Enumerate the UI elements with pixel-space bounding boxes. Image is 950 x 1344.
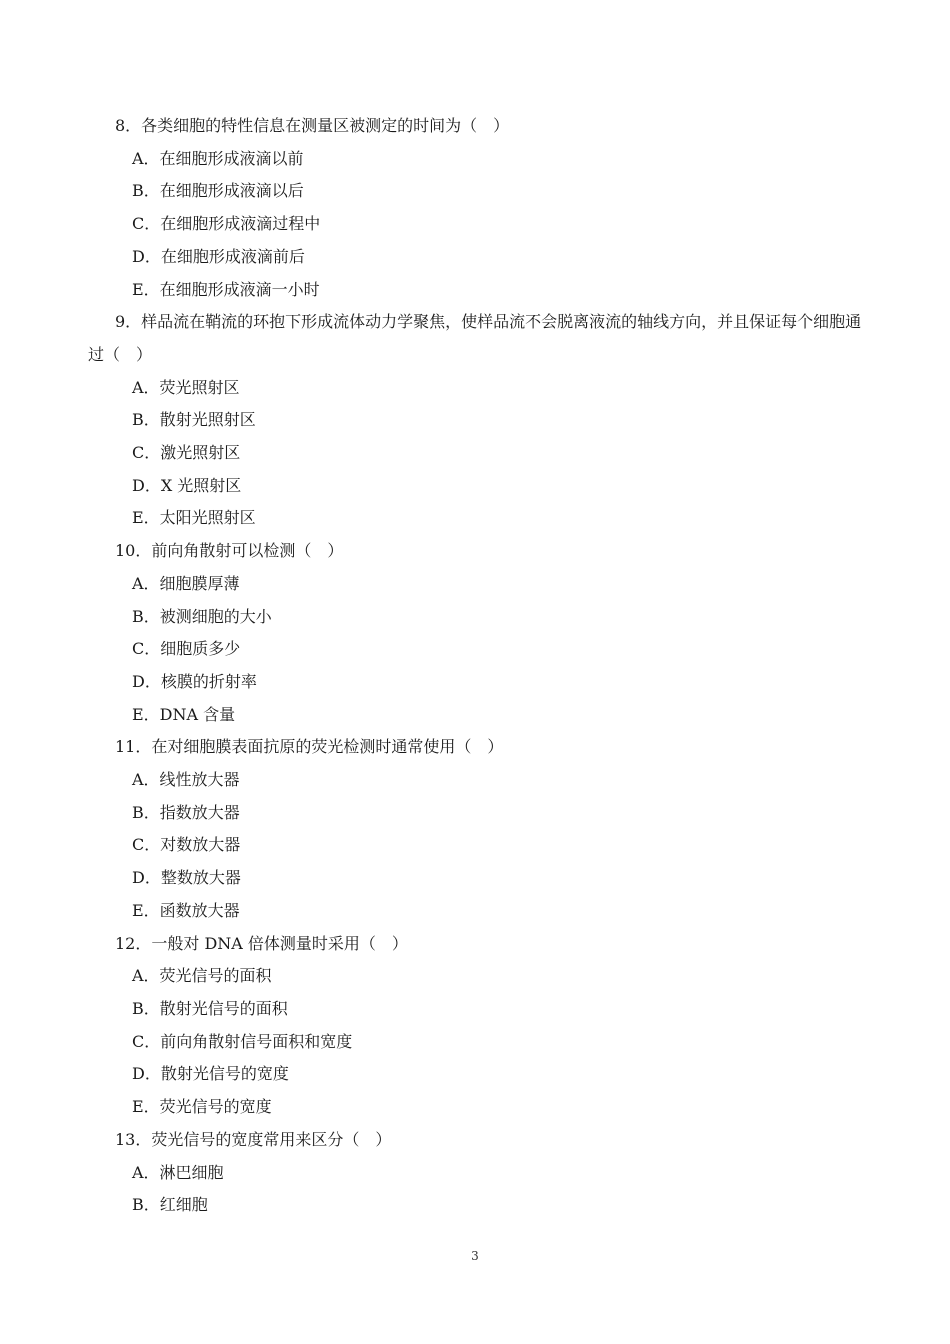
- option-item: D．在细胞形成液滴前后: [132, 246, 305, 266]
- option-item: B．指数放大器: [132, 802, 240, 822]
- option-item: D．散射光信号的宽度: [132, 1064, 289, 1084]
- option-item: D．X 光照射区: [132, 475, 242, 495]
- option-item: A．淋巴细胞: [132, 1162, 224, 1182]
- option-item: B．在细胞形成液滴以后: [132, 181, 304, 201]
- option-item: C．在细胞形成液滴过程中: [132, 214, 321, 234]
- option-item: D．核膜的折射率: [132, 671, 257, 691]
- option-item: E．函数放大器: [132, 900, 240, 920]
- question-stem: 12．一般对 DNA 倍体测量时采用（ ）: [115, 933, 408, 953]
- option-item: C．激光照射区: [132, 443, 241, 463]
- option-item: A．荧光信号的面积: [132, 966, 272, 986]
- page-number: 3: [471, 1249, 479, 1263]
- option-item: A．在细胞形成液滴以前: [132, 148, 304, 168]
- option-item: C．前向角散射信号面积和宽度: [132, 1031, 353, 1051]
- question-stem: 11．在对细胞膜表面抗原的荧光检测时通常使用（ ）: [115, 737, 504, 757]
- option-item: B．红细胞: [132, 1195, 208, 1215]
- option-item: A．细胞膜厚薄: [132, 573, 240, 593]
- option-item: B．散射光照射区: [132, 410, 256, 430]
- option-item: E．DNA 含量: [132, 704, 236, 724]
- question-stem: 13．荧光信号的宽度常用来区分（ ）: [115, 1129, 392, 1149]
- option-item: B．散射光信号的面积: [132, 998, 288, 1018]
- option-item: E．荧光信号的宽度: [132, 1097, 272, 1117]
- option-item: C．细胞质多少: [132, 639, 241, 659]
- question-stem: 10．前向角散射可以检测（ ）: [115, 541, 344, 561]
- option-item: C．对数放大器: [132, 835, 241, 855]
- option-item: A．荧光照射区: [132, 377, 240, 397]
- option-item: A．线性放大器: [132, 770, 240, 790]
- option-item: D．整数放大器: [132, 868, 241, 888]
- question-stem: 8．各类细胞的特性信息在测量区被测定的时间为（ ）: [115, 116, 510, 135]
- option-item: E．太阳光照射区: [132, 508, 256, 528]
- question-stem: 9．样品流在鞘流的环抱下形成流体动力学聚焦，使样品流不会脱离液流的轴线方向，并且保证每个细胞通过（ ）: [88, 312, 862, 364]
- question-list: [88, 110, 863, 1222]
- option-item: B．被测细胞的大小: [132, 606, 272, 626]
- option-item: E．在细胞形成液滴一小时: [132, 279, 320, 299]
